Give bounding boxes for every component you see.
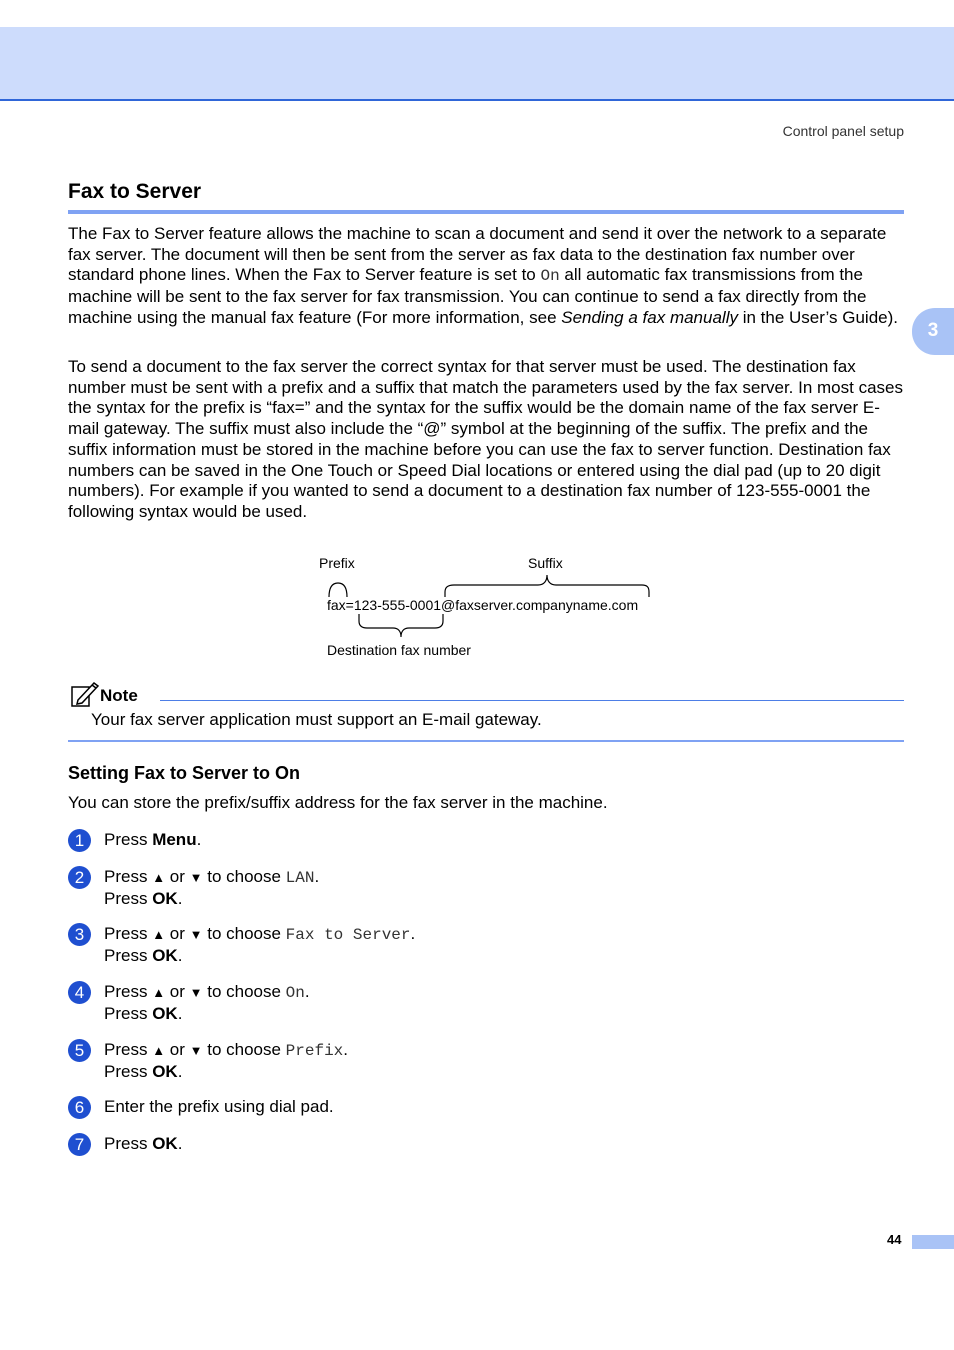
text-run: Press: [104, 924, 153, 943]
note-pencil-icon: [70, 680, 100, 708]
menu-option: Fax to Server: [285, 926, 411, 944]
text-run: to choose: [202, 924, 286, 943]
step-number: 2: [68, 866, 91, 889]
destination-label: Destination fax number: [327, 642, 471, 658]
syntax-paragraph: To send a document to the fax server the correct syntax for that server must be used. The destination fax number must be sent with a prefix and a suffix that match the parameters used by the fax server. In most cases the syntax for the prefix is “fax=” and the syntax for the suffix would be the domain name of the fax server E-mail gateway. The suffix must also include the “@” symbol at the beginning of the suffix. The prefix and the suffix information must be stored in the machine before you can use the fax to server function. Destination fax numbers can be saved in the One Touch or Speed Dial locations or entered using the dial pad (up to 20 digit numbers). For example if you wanted to send a document to a destination fax number of 123-555-0001 the following syntax would be used.: [68, 357, 903, 521]
step-text: [104, 924, 415, 966]
up-arrow-icon: ▲: [152, 870, 166, 885]
down-arrow-icon: ▼: [189, 985, 203, 1000]
text-run: Press: [104, 888, 153, 908]
text-run: all automatic fax transmissions from the machine will be sent to the fax server for fax transmission. You can continue to send a fax directly from the machine using the manual fax feature (For more information, see: [68, 265, 867, 327]
note-title: Note: [100, 686, 138, 705]
page-number: 44: [887, 1232, 902, 1247]
text-run: Press: [104, 1040, 153, 1059]
text-run: .: [196, 830, 202, 849]
text-run: or: [165, 1040, 190, 1059]
suffix-label: Suffix: [528, 555, 563, 571]
step-number: 6: [68, 1096, 91, 1119]
text-run: .: [177, 1134, 183, 1153]
text-run: Press: [104, 1134, 153, 1153]
running-header: Control panel setup: [782, 123, 904, 139]
text-run: The Fax to Server feature allows the machine to scan a document and send it over the network to a separate fax server. The document will then be sent from the server as fax data to the destination fax number over standard phone lines. When the Fax to Server feature is set to: [68, 224, 887, 285]
key-name: OK: [152, 1003, 178, 1023]
step-number: 4: [68, 981, 91, 1004]
address-text: fax=123-555-0001@faxserver.companyname.com: [327, 597, 639, 613]
text-run: Press: [104, 945, 153, 965]
step-text: Enter the prefix using dial pad.: [104, 1097, 334, 1116]
note-text: Your fax server application must support an E-mail gateway.: [91, 710, 542, 729]
text-run: or: [165, 867, 190, 886]
key-name: OK: [152, 945, 178, 965]
key-name: Menu: [152, 830, 197, 849]
text-run: .: [177, 945, 183, 965]
step-number: 5: [68, 1039, 91, 1062]
text-run: .: [177, 888, 183, 908]
text-run: to choose: [202, 1040, 286, 1059]
step-text: [104, 1134, 182, 1155]
text-run: in the User’s Guide).: [737, 307, 898, 327]
subsection-intro: You can store the prefix/suffix address for the fax server in the machine.: [68, 793, 608, 812]
text-run: .: [304, 982, 310, 1001]
step-number: 7: [68, 1133, 91, 1156]
menu-option: Prefix: [285, 1042, 344, 1060]
step-text: [104, 867, 319, 909]
text-run: .: [177, 1061, 183, 1081]
syntax-diagram: [300, 550, 680, 670]
text-run: to choose: [202, 982, 286, 1001]
step-text: [104, 1040, 348, 1082]
text-run: or: [165, 924, 190, 943]
reference-title: Sending a fax manually: [561, 307, 738, 327]
text-run: Press: [104, 867, 153, 886]
text-run: Press: [104, 982, 153, 1001]
note-bottom-rule: [68, 740, 904, 742]
subsection-title: Setting Fax to Server to On: [68, 763, 301, 783]
text-run: .: [314, 867, 320, 886]
section-rule: [68, 210, 904, 214]
text-run: to choose: [202, 867, 286, 886]
step-number: 1: [68, 829, 91, 852]
intro-paragraph: [68, 224, 904, 329]
note-rule: [160, 700, 904, 701]
page-tab: [912, 1235, 954, 1249]
up-arrow-icon: ▲: [152, 985, 166, 1000]
prefix-label: Prefix: [319, 555, 355, 571]
text-run: .: [343, 1040, 349, 1059]
text-run: Press: [104, 830, 153, 849]
step-number: 3: [68, 923, 91, 946]
menu-option: On: [285, 984, 305, 1002]
key-name: OK: [152, 888, 178, 908]
section-title: Fax to Server: [68, 180, 202, 203]
text-run: Press: [104, 1061, 153, 1081]
step-text: [104, 830, 201, 851]
text-run: .: [410, 924, 416, 943]
up-arrow-icon: ▲: [152, 927, 166, 942]
down-arrow-icon: ▼: [189, 927, 203, 942]
header-band: [0, 27, 954, 101]
chapter-tab: 3: [912, 308, 954, 355]
text-run: .: [177, 1003, 183, 1023]
menu-option: LAN: [285, 869, 315, 887]
code-on: On: [540, 267, 560, 286]
key-name: OK: [152, 1061, 178, 1081]
down-arrow-icon: ▼: [189, 1043, 203, 1058]
up-arrow-icon: ▲: [152, 1043, 166, 1058]
down-arrow-icon: ▼: [189, 870, 203, 885]
text-run: Press: [104, 1003, 153, 1023]
key-name: OK: [152, 1134, 178, 1153]
text-run: or: [165, 982, 190, 1001]
step-text: [104, 982, 310, 1024]
